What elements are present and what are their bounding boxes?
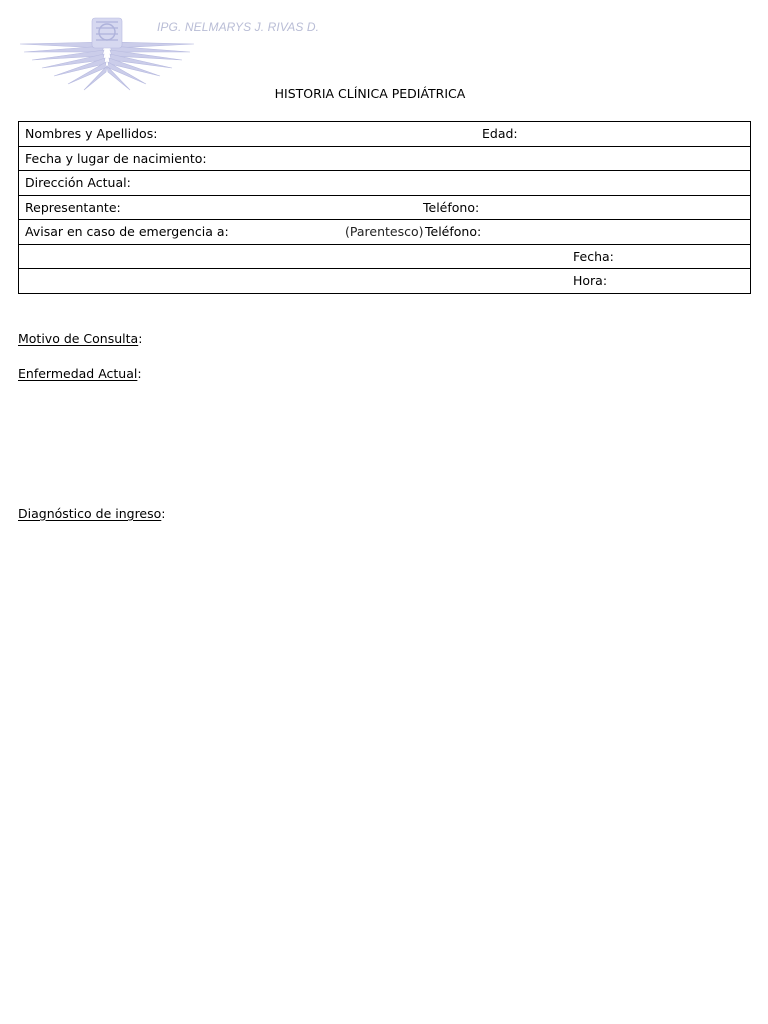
table-row — [19, 122, 751, 147]
colon: : — [138, 331, 143, 346]
consult-reason-label: Motivo de Consulta — [18, 331, 139, 346]
birth-label: Fecha y lugar de nacimiento: — [25, 150, 207, 166]
representative-label: Representante: — [25, 199, 121, 215]
time-cell[interactable] — [19, 269, 751, 294]
author-name: IPG. NELMARYS J. RIVAS D. — [157, 20, 320, 34]
table-row — [19, 220, 751, 245]
table-row — [19, 195, 751, 220]
table-row — [19, 171, 751, 196]
emergency-phone-label: Teléfono: — [425, 224, 482, 239]
current-illness-heading — [18, 366, 142, 381]
time-label: Hora: — [573, 273, 608, 288]
address-label: Dirección Actual: — [25, 175, 131, 190]
date-cell[interactable] — [19, 244, 751, 269]
representative-cell[interactable] — [19, 195, 751, 220]
patient-info-table — [18, 121, 751, 294]
representative-phone-label: Teléfono: — [423, 199, 480, 215]
table-row — [19, 269, 751, 294]
birth-cell[interactable] — [19, 146, 751, 171]
colon: : — [161, 506, 166, 521]
age-label: Edad: — [482, 126, 518, 141]
consult-reason-heading — [18, 331, 142, 346]
table-row — [19, 244, 751, 269]
current-illness-label: Enfermedad Actual — [18, 366, 138, 381]
colon: : — [137, 366, 142, 381]
name-label: Nombres y Apellidos: — [25, 126, 158, 141]
relation-label: (Parentesco) — [345, 224, 424, 239]
address-cell[interactable] — [19, 171, 751, 196]
admission-diagnosis-label: Diagnóstico de ingreso — [18, 506, 162, 521]
page-title: HISTORIA CLÍNICA PEDIÁTRICA — [274, 86, 466, 101]
date-label: Fecha: — [573, 248, 614, 264]
table-row — [19, 146, 751, 171]
admission-diagnosis-heading — [18, 506, 166, 521]
name-age-cell[interactable] — [19, 122, 751, 147]
emergency-cell[interactable] — [19, 220, 751, 245]
emergency-label: Avisar en caso de emergencia a: — [25, 224, 229, 239]
